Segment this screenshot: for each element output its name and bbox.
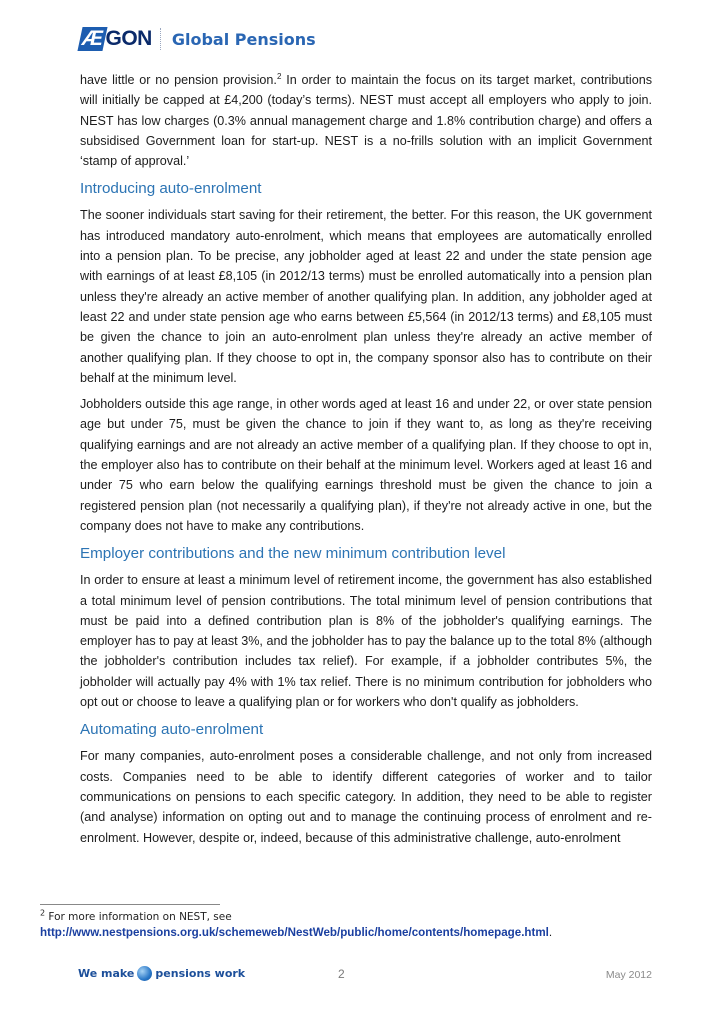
logo-divider (160, 28, 162, 50)
heading-introducing-auto-enrolment: Introducing auto-enrolment (80, 180, 262, 198)
nest-link[interactable]: http://www.nestpensions.org.uk/schemeweb/NestWeb/public/home/contents/homepage.html (40, 926, 549, 939)
page-body (80, 70, 652, 848)
footer-slogan: We make pensions work (78, 966, 246, 980)
aegon-logo (80, 22, 316, 56)
paragraph-nest-continued: have little or no pension provision.$^2$ In order to maintain the focus on its target market, contributions will initially be capped at £4,200 (today’s terms). NEST must accept all employers who apply to join. NEST has low charges (0.3% annual management charge and 1.8% contribution charge) and offers a subsidised Government loan for start-up. NEST is a no-frills solution with an implicit Government ‘stamp of approval.’ (80, 71, 653, 169)
footnote: $^2$ For more information on NEST, see http://www.nestpensions.org.uk/schemeweb/NestWeb/public/home/contents/homepage.html. (40, 908, 553, 939)
heading-employer-contributions: Employer contributions and the new minimum contribution level (80, 545, 506, 563)
paragraph-automating: For many companies, auto-enrolment poses a considerable challenge, and not only from increased costs. Companies need to be able to identify different categories of worker and to tailor communications on pensions to each specific category. In addition, they need to be able to register (and analyse) information on opting out and to manage the continuing process of enrolment and re-enrolment. However, despite or, indeed, because of this administrative challenge, auto-enrolment (80, 749, 652, 845)
heading-automating-auto-enrolment: Automating auto-enrolment (80, 721, 264, 739)
footnote-ref[interactable]: 2 (276, 71, 282, 81)
paragraph-jobholders-outside-range: Jobholders outside this age range, in other words aged at least 16 and under 22, or over state pension age but under 75, must be given the chance to join if they want to, as long as they're receiving qualifying earnings and are not already an active member of a qualifying plan. If they choose to opt in, the employer also has to contribute on their behalf at the minimum level. Workers aged at least 16 and under 75 who earn below the qualifying earnings threshold must be given the chance to join a registered pension plan (not necessarily a qualifying plan), if they're not already active in one, but the company does not have to make any contributions. (80, 397, 652, 533)
page-number: 2 (338, 967, 345, 981)
footnote-divider (40, 904, 220, 905)
footnote-number: 2 (40, 908, 46, 918)
globe-icon (137, 966, 152, 981)
footnote-text: For more information on NEST, see (45, 911, 232, 923)
paragraph-auto-enrolment-intro: The sooner individuals start saving for their retirement, the better. For this reason, the UK government has introduced mandatory auto-enrolment, which means that employees are automatically enrolled into a pension plan. To be precise, any jobholder aged at least 22 and under the state pension age with earnings of at least £8,105 (in 2012/13 terms) must be enrolled automatically into a pension plan unless they're already an active member of another qualifying plan. In addition, any jobholder aged at least 22 and under state pension age who earns between £5,564 (in 2012/13 terms) and £8,105 must be given the chance to join an auto-enrolment plan unless they're already an active member of another qualifying plan. If they choose to opt in, the company sponsor also has to contribute on their behalf at the minimum level. (80, 208, 652, 385)
aegon-wordmark: ÆGON (80, 27, 152, 51)
logo-title: Global Pensions (171, 29, 316, 49)
footer-date: May 2012 (605, 969, 652, 981)
paragraph-minimum-contribution: In order to ensure at least a minimum level of retirement income, the government has also established a total minimum level of pension contributions. The total minimum level of pension contributions that must be paid into a defined contribution plan is 8% of the jobholder's qualifying earnings. The employer has to pay at least 3%, and the jobholder has to pay the balance up to the total 8% (although the jobholder's contribution includes tax relief). For example, if a jobholder contributes 5%, the jobholder will actually pay 4% with 1% tax relief. There is no minimum contribution for jobholders who opt out or choose to leave a qualifying plan or for workers who don't qualify as jobholders. (80, 573, 652, 710)
